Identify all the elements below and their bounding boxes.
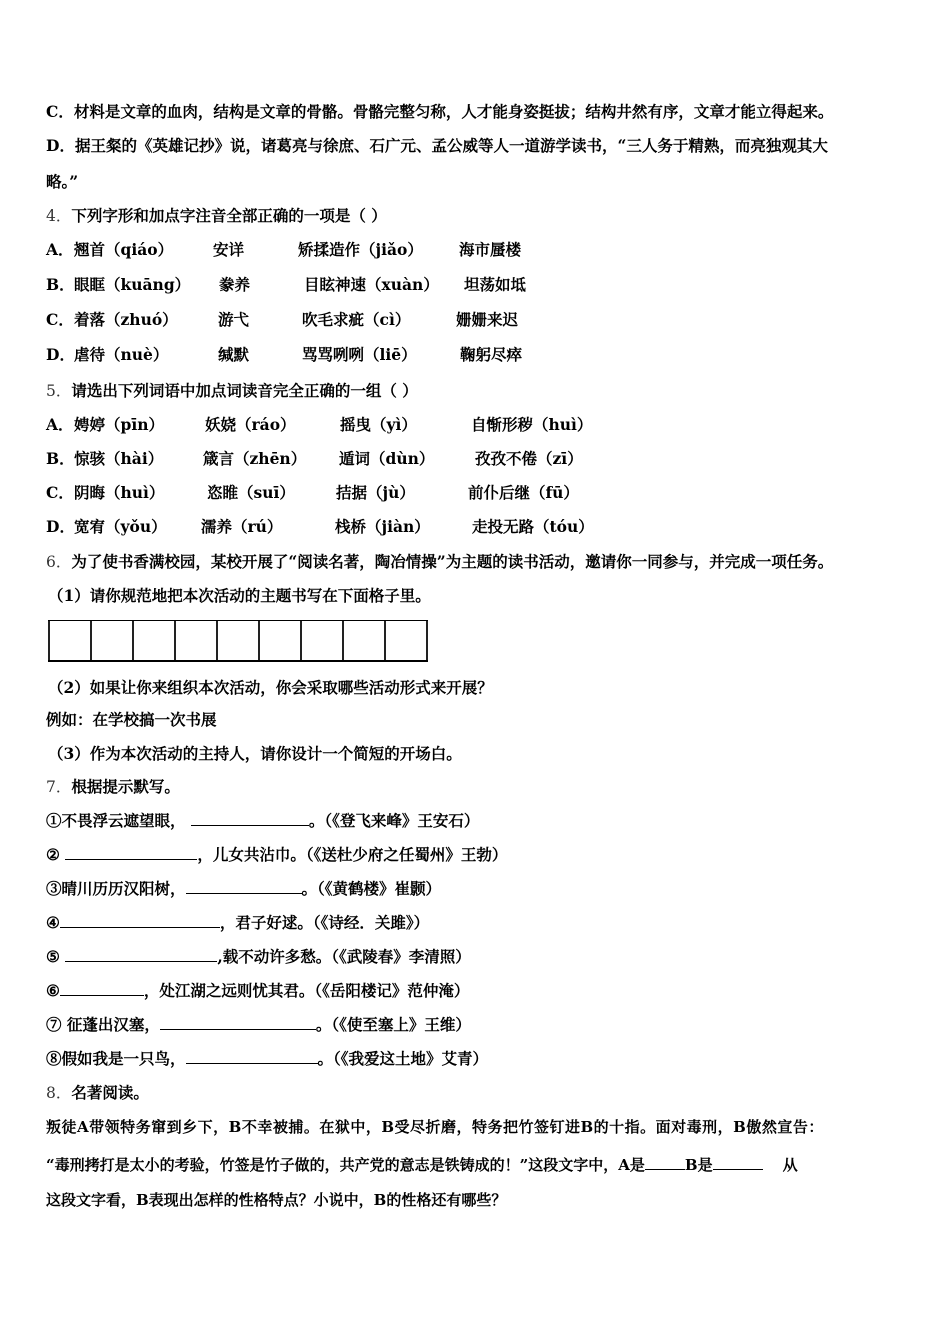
q7-item-3 xyxy=(46,879,441,899)
q8-stem xyxy=(46,1083,149,1103)
item-text: ④ xyxy=(46,913,60,932)
answer-blank[interactable] xyxy=(186,879,302,894)
grid-cell[interactable] xyxy=(384,621,428,660)
answer-blank[interactable] xyxy=(186,1049,318,1064)
item-source: ，君子好逑。（《诗经．关雎》） xyxy=(219,913,430,932)
option-item: 目眩神速（xuàn） xyxy=(304,275,439,294)
item-text: ③晴川历历汉阳树， xyxy=(46,879,186,898)
item-source: ，儿女共沾巾。（《送杜少府之任蜀州》王勃） xyxy=(197,845,508,864)
q7-item-5 xyxy=(46,947,471,967)
q8-passage-line2 xyxy=(46,1155,798,1175)
q7-item-1 xyxy=(46,811,479,831)
option-item: 鞠躬尽瘁 xyxy=(460,345,523,364)
q7-stem xyxy=(46,777,180,797)
answer-blank[interactable] xyxy=(60,981,144,996)
option-item: 惊骇（hài） xyxy=(74,449,164,468)
question-text: 名著阅读。 xyxy=(71,1083,149,1102)
option-item: 姗姗来迟 xyxy=(456,310,519,329)
item-source: 。（《我爱这土地》艾青） xyxy=(317,1049,489,1068)
q5-option-c-label: C． xyxy=(46,483,74,502)
item-text: ⑧假如我是一只鸟， xyxy=(46,1049,186,1068)
q8-question: 这段文字看，B表现出怎样的性格特点？小说中，B的性格还有哪些？ xyxy=(46,1191,507,1209)
option-item: 骂骂咧咧（liē） xyxy=(302,345,417,364)
q7-item-4 xyxy=(46,913,429,933)
option-item: 坦荡如坻 xyxy=(464,275,527,294)
option-item: 翘首（qiáo） xyxy=(74,240,174,259)
q5-option-b-label: B． xyxy=(46,449,75,468)
question-number: 8． xyxy=(46,1084,72,1102)
question-text: 根据提示默写。 xyxy=(71,777,180,796)
item-text: ①不畏浮云遮望眼， xyxy=(46,811,186,830)
grid-cell[interactable] xyxy=(48,621,90,660)
answer-blank[interactable] xyxy=(160,1015,316,1030)
q3-option-c: C．材料是文章的血肉，结构是文章的骨骼。骨骼完整匀称，人才能身姿挺拔；结构井然有序，文章才能立得起来。 xyxy=(46,102,834,121)
item-text: ② xyxy=(46,845,60,864)
option-item: 自惭形秽（huì） xyxy=(471,415,593,434)
option-item: 遁词（dùn） xyxy=(339,449,435,468)
option-item: 海市蜃楼 xyxy=(459,240,522,259)
answer-blank[interactable] xyxy=(65,845,197,860)
option-item: 孜孜不倦（zī） xyxy=(475,449,583,468)
grid-cell[interactable] xyxy=(174,621,216,660)
question-text: 为了使书香满校园，某校开展了“阅读名著，陶冶情操”为主题的读书活动，邀请你一同参与，并完成一项任务。 xyxy=(71,552,834,571)
option-item: 着落（zhuó） xyxy=(74,310,178,329)
q4-option-c-label: C． xyxy=(46,310,74,329)
option-item: 恣睢（suī） xyxy=(207,483,295,502)
q7-item-2 xyxy=(46,845,507,865)
grid-cell[interactable] xyxy=(300,621,342,660)
option-item: 走投无路（tóu） xyxy=(472,517,594,536)
answer-blank-b[interactable] xyxy=(713,1155,763,1170)
item-text: ⑦ 征蓬出汉塞， xyxy=(46,1015,160,1034)
option-item: 阴晦（huì） xyxy=(74,483,165,502)
grid-cell[interactable] xyxy=(90,621,132,660)
q7-item-7 xyxy=(46,1015,471,1035)
passage-text: B是 xyxy=(684,1156,713,1174)
option-item: 摇曳（yì） xyxy=(340,415,417,434)
question-number: 4． xyxy=(46,207,72,225)
item-text: ⑤ xyxy=(46,947,60,966)
option-item: 游弋 xyxy=(218,310,250,329)
option-item: 濡养（rú） xyxy=(201,517,283,536)
q4-option-a-label: A． xyxy=(46,240,74,259)
question-number: 5． xyxy=(46,382,72,400)
option-item: 箴言（zhēn） xyxy=(203,449,307,468)
q5-option-d-label: D． xyxy=(46,517,75,536)
option-item: 缄默 xyxy=(218,345,250,364)
passage-text: “毒刑拷打是太小的考验，竹签是竹子做的，共产党的意志是铁铸成的！”这段文字中，A是 xyxy=(46,1156,645,1174)
option-item: 豢养 xyxy=(219,275,251,294)
answer-blank[interactable] xyxy=(65,947,217,962)
q3-option-d: D．据王粲的《英雄记抄》说，诸葛亮与徐庶、石广元、孟公威等人一道游学读书，“三人务于精熟，而亮独观其大 xyxy=(46,136,828,155)
q6-sub1: （1）请你规范地把本次活动的主题书写在下面格子里。 xyxy=(48,586,431,605)
question-number: 6． xyxy=(46,553,72,571)
q8-passage-line1: 叛徒A带领特务窜到乡下，B不幸被捕。在狱中，B受尽折磨，特务把竹签钉进B的十指。面对毒刑，B傲然宣告： xyxy=(46,1118,824,1136)
option-item: 宽宥（yǒu） xyxy=(74,517,167,536)
item-source: 。（《黄鹤楼》崔颢） xyxy=(301,879,442,898)
option-item: 吹毛求疵（cì） xyxy=(302,310,411,329)
option-item: 眼眶（kuāng） xyxy=(74,275,191,294)
item-text: ⑥ xyxy=(46,981,60,1000)
option-item: 安详 xyxy=(213,240,245,259)
item-source: ，处江湖之远则忧其君。（《岳阳楼记》范仲淹） xyxy=(143,981,470,1000)
item-source: ,载不动许多愁。（《武陵春》李清照） xyxy=(217,947,471,966)
q5-stem xyxy=(46,381,418,401)
option-item: 前仆后继（fū） xyxy=(468,483,579,502)
answer-blank[interactable] xyxy=(60,913,220,928)
q7-item-6 xyxy=(46,981,469,1001)
q5-option-a-label: A． xyxy=(46,415,74,434)
q6-sub2: （2）如果让你来组织本次活动，你会采取哪些活动形式来开展？ xyxy=(48,678,493,697)
option-item: 妖娆（ráo） xyxy=(205,415,296,434)
grid-cell[interactable] xyxy=(216,621,258,660)
q4-option-d-label: D． xyxy=(46,345,75,364)
writing-grid[interactable] xyxy=(48,620,428,662)
item-source: 。（《使至塞上》王维） xyxy=(315,1015,471,1034)
option-item: 栈桥（jiàn） xyxy=(335,517,430,536)
q6-sub3: （3）作为本次活动的主持人，请你设计一个简短的开场白。 xyxy=(48,744,462,763)
option-item: 矫揉造作（jiǎo） xyxy=(298,240,423,259)
grid-cell[interactable] xyxy=(342,621,384,660)
question-text: 下列字形和加点字注音全部正确的一项是（ ） xyxy=(71,206,387,225)
q4-option-b-label: B． xyxy=(46,275,75,294)
q3-option-d-cont: 略。” xyxy=(46,172,79,191)
question-number: 7． xyxy=(46,778,72,796)
option-item: 拮据（jù） xyxy=(336,483,415,502)
answer-blank-a[interactable] xyxy=(645,1155,685,1170)
option-item: 娉婷（pīn） xyxy=(74,415,164,434)
q7-item-8 xyxy=(46,1049,488,1069)
q6-example: 例如：在学校搞一次书展 xyxy=(46,710,217,729)
q4-stem xyxy=(46,206,387,226)
answer-blank[interactable] xyxy=(191,811,309,826)
passage-text: 从 xyxy=(782,1156,798,1174)
question-text: 请选出下列词语中加点词读音完全正确的一组（ ） xyxy=(71,381,418,400)
option-item: 虐待（nuè） xyxy=(74,345,169,364)
item-source: 。（《登飞来峰》王安石） xyxy=(308,811,480,830)
q6-stem xyxy=(46,552,833,572)
grid-cell[interactable] xyxy=(258,621,300,660)
grid-cell[interactable] xyxy=(132,621,174,660)
